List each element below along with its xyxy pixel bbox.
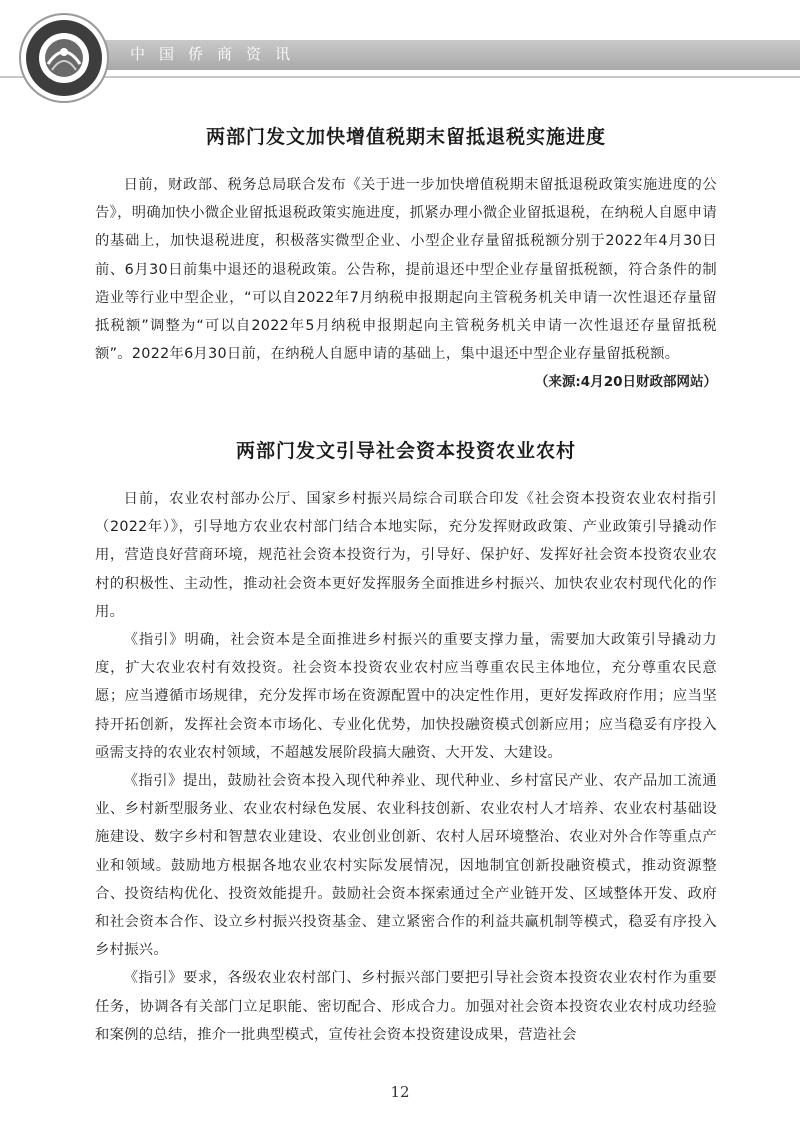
logo-emblem-icon xyxy=(18,12,110,104)
article-paragraph: 日前，农业农村部办公厅、国家乡村振兴局综合司联合印发《社会资本投资农业农村指引（2022年）》，引导地方农业农村部门结合本地实际，充分发挥财政政策、产业政策引导撬动作用，营造良好营商环境，规范社会资本投资行为，引导好、保护好、发挥好社会资本投资农业农村的积极性、主动性，推动社会资本更好发挥服务全面推进乡村振兴、加快农业农村现代化的作用。 xyxy=(95,491,717,620)
article-source: （来源:4月20日财政部网站） xyxy=(534,374,717,391)
article-social-capital xyxy=(95,436,717,1049)
article-vat-refund xyxy=(95,122,717,397)
article-paragraph: 《指引》明确，社会资本是全面推进乡村振兴的重要支撑力量，需要加大政策引导撬动力度，扩大农业农村有效投资。社会资本投资农业农村应当尊重农民主体地位，充分尊重农民意愿；应当遵循市场规律，充分发挥市场在资源配置中的决定性作用，更好发挥政府作用；应当坚持开拓创新，发挥社会资本市场化、专业化优势，加快投融资模式创新应用；应当稳妥有序投入亟需支持的农业农村领域，不超越发展阶段搞大融资、大开发、大建设。 xyxy=(95,632,717,761)
article-paragraph: 《指引》要求，各级农业农村部门、乡村振兴部门要把引导社会资本投资农业农村作为重要任务，协调各有关部门立足职能、密切配合、形成合力。加强对社会资本投资农业农村成功经验和案例的总结，推介一批典型模式，宣传社会资本投资建设成果，营造社会 xyxy=(95,970,717,1043)
article-title: 两部门发文引导社会资本投资农业农村 xyxy=(235,440,576,462)
article-paragraph: 《指引》提出，鼓励社会资本投入现代种养业、现代种业、乡村富民产业、农产品加工流通业、乡村新型服务业、农业农村绿色发展、农业科技创新、农业农村人才培养、农业农村基础设施建设、数字乡村和智慧农业建设、农业创业创新、农村人居环境整治、农业对外合作等重点产业和领域。鼓励地方根据各地农业农村实际发展情况，因地制宜创新投融资模式，推动资源整合、投资结构优化、投资效能提升。鼓励社会资本探索通过全产业链开发、区域整体开发、政府和社会资本合作、设立乡村振兴投资基金、建立紧密合作的利益共赢机制等模式，稳妥有序投入乡村振兴。 xyxy=(95,773,717,959)
article-paragraph: 日前，财政部、税务总局联合发布《关于进一步加快增值税期末留抵退税政策实施进度的公告》，明确加快小微企业留抵退税政策实施进度，抓紧办理小微企业留抵退税，在纳税人自愿申请的基础上，加快退税进度，积极落实微型企业、小型企业存量留抵税额分别于2022年4月30日前、6月30日前集中退还的退税政策。公告称，提前退还中型企业存量留抵税额，符合条件的制造业等行业中型企业，“可以自2022年7月纳税申报期起向主管税务机关申请一次性退还存量留抵税额”调整为“可以自2022年5月纳税申报期起向主管税务机关申请一次性退还存量留抵税额”。2022年6月30日前，在纳税人自愿申请的基础上，集中退还中型企业存量留抵税额。 （来源:4月20日财政部网站） xyxy=(95,171,717,368)
header-stripe xyxy=(0,76,800,78)
article-title: 两部门发文加快增值税期末留抵退税实施进度 xyxy=(205,126,606,148)
header-section-title: 中国侨商资讯 xyxy=(130,45,305,63)
page-number: 12 xyxy=(390,1083,410,1101)
